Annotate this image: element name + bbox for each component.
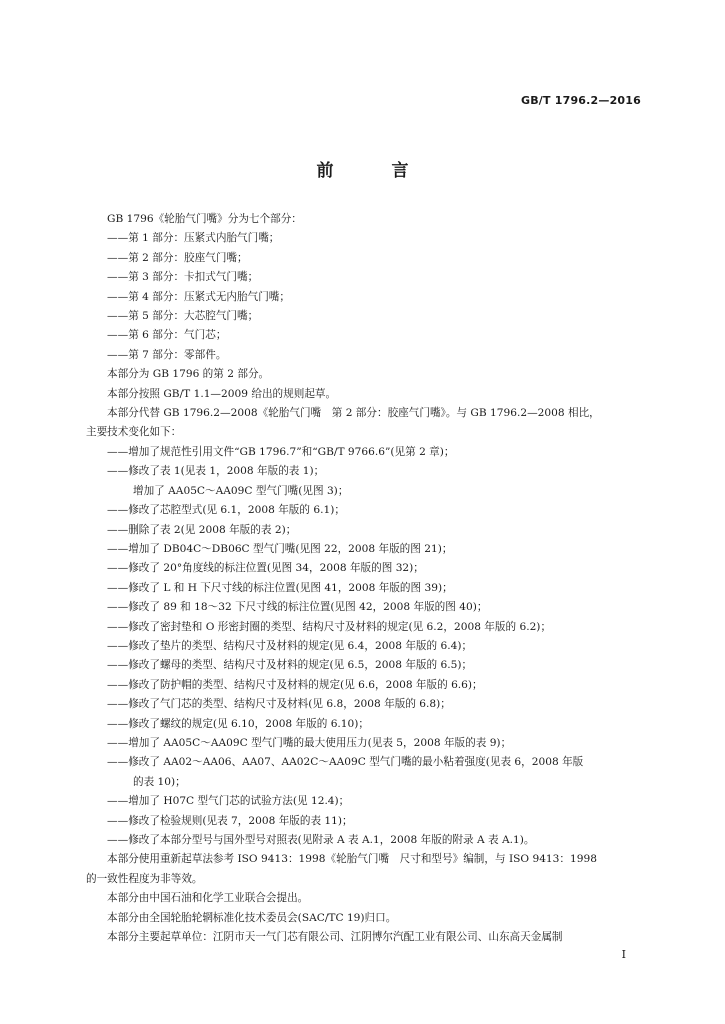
text-line: ——第 6 部分：气门芯； xyxy=(107,329,227,342)
text-line: ——增加了 AA05C～AA09C 型气门嘴的最大使用压力(见表 5，2008 年版的表 9)； xyxy=(107,736,512,749)
text-line: 主要技术变化如下： xyxy=(86,426,182,439)
text-line: ——修改了螺母的类型、结构尺寸及材料的规定(见 6.5，2008 年版的 6.5)； xyxy=(107,659,473,672)
text-line: ——修改了本部分型号与国外型号对照表(见附录 A 表 A.1，2008 年版的附录 A 表 A.1)。 xyxy=(107,834,535,846)
text-line: 本部分按照 GB/T 1.1—2009 给出的规则起草。 xyxy=(107,387,337,400)
text-line: ——增加了 H07C 型气门芯的试验方法(见 12.4)； xyxy=(107,795,350,808)
text-line: 本部分代替 GB 1796.2—2008《轮胎气门嘴 第 2 部分：胶座气门嘴》。与 GB 1796.2—2008 相比， xyxy=(107,407,600,420)
text-line: 的表 10)； xyxy=(133,775,186,788)
standard-code: GB/T 1796.2—2016 xyxy=(520,94,641,107)
text-line: ——修改了表 1(见表 1，2008 年版的表 1)； xyxy=(107,465,325,478)
text-line: ——修改了气门芯的类型、结构尺寸及材料(见 6.8，2008 年版的 6.8)； xyxy=(107,698,451,711)
text-line: ——修改了 89 和 18～32 下尺寸线的标注位置(见图 42，2008 年版的图 40)； xyxy=(107,601,488,614)
text-line: 的一致性程度为非等效。 xyxy=(86,872,203,885)
text-line: ——删除了表 2(见 2008 年版的表 2)； xyxy=(107,523,297,536)
text-line: ——第 3 部分：卡扣式气门嘴； xyxy=(107,271,259,284)
text-line: ——修改了 20°角度线的标注位置(见图 34，2008 年版的图 32)； xyxy=(107,562,424,575)
text-line: ——第 4 部分：压紧式无内胎气门嘴； xyxy=(107,290,290,303)
text-line: ——第 7 部分：零部件。 xyxy=(107,348,227,361)
foreword-body xyxy=(86,210,642,947)
text-line: 本部分由中国石油和化学工业联合会提出。 xyxy=(107,892,309,905)
text-line: ——修改了 L 和 H 下尺寸线的标注位置(见图 41，2008 年版的图 39)； xyxy=(107,581,453,594)
text-line: 本部分主要起草单位：江阴市天一气门芯有限公司、江阴博尔汽配工业有限公司、山东高天金属制 xyxy=(107,931,563,944)
text-line: ——修改了密封垫和 O 形密封圈的类型、结构尺寸及材料的规定(见 6.2，2008 年版的 6.2)； xyxy=(107,620,552,633)
text-line: ——修改了螺纹的规定(见 6.10，2008 年版的 6.10)； xyxy=(107,717,370,730)
text-line: ——修改了芯腔型式(见 6.1，2008 年版的 6.1)； xyxy=(107,504,345,517)
text-line: GB 1796《轮胎气门嘴》分为七个部分： xyxy=(107,213,302,225)
page-number: I xyxy=(621,948,626,961)
text-line: ——修改了 AA02～AA06、AA07、AA02C～AA09C 型气门嘴的最小粘着强度(见表 6，2008 年版 xyxy=(107,756,584,769)
text-line: ——第 1 部分：压紧式内胎气门嘴； xyxy=(107,232,280,245)
page-title: 前 言 xyxy=(316,161,435,181)
text-line: ——修改了垫片的类型、结构尺寸及材料的规定(见 6.4，2008 年版的 6.4)； xyxy=(107,639,473,652)
text-line: 增加了 AA05C～AA09C 型气门嘴(见图 3)； xyxy=(133,484,349,497)
text-line: ——第 5 部分：大芯腔气门嘴； xyxy=(107,310,259,323)
text-line: ——增加了规范性引用文件“GB 1796.7”和“GB/T 9766.6”(见第 2 章)； xyxy=(107,445,455,458)
text-line: 本部分为 GB 1796 的第 2 部分。 xyxy=(107,368,270,381)
text-line: ——增加了 DB04C～DB06C 型气门嘴(见图 22，2008 年版的图 21)； xyxy=(107,542,453,555)
text-line: ——修改了防护帽的类型、结构尺寸及材料的规定(见 6.6，2008 年版的 6.6)； xyxy=(107,678,483,691)
text-line: 本部分使用重新起草法参考 ISO 9413：1998《轮胎气门嘴 尺寸和型号》编制，与 ISO 9413：1998 xyxy=(107,853,597,866)
text-line: ——第 2 部分：胶座气门嘴； xyxy=(107,251,248,264)
text-line: ——修改了检验规则(见表 7，2008 年版的表 11)； xyxy=(107,814,353,827)
text-line: 本部分由全国轮胎轮辋标准化技术委员会(SAC/TC 19)归口。 xyxy=(107,911,397,924)
